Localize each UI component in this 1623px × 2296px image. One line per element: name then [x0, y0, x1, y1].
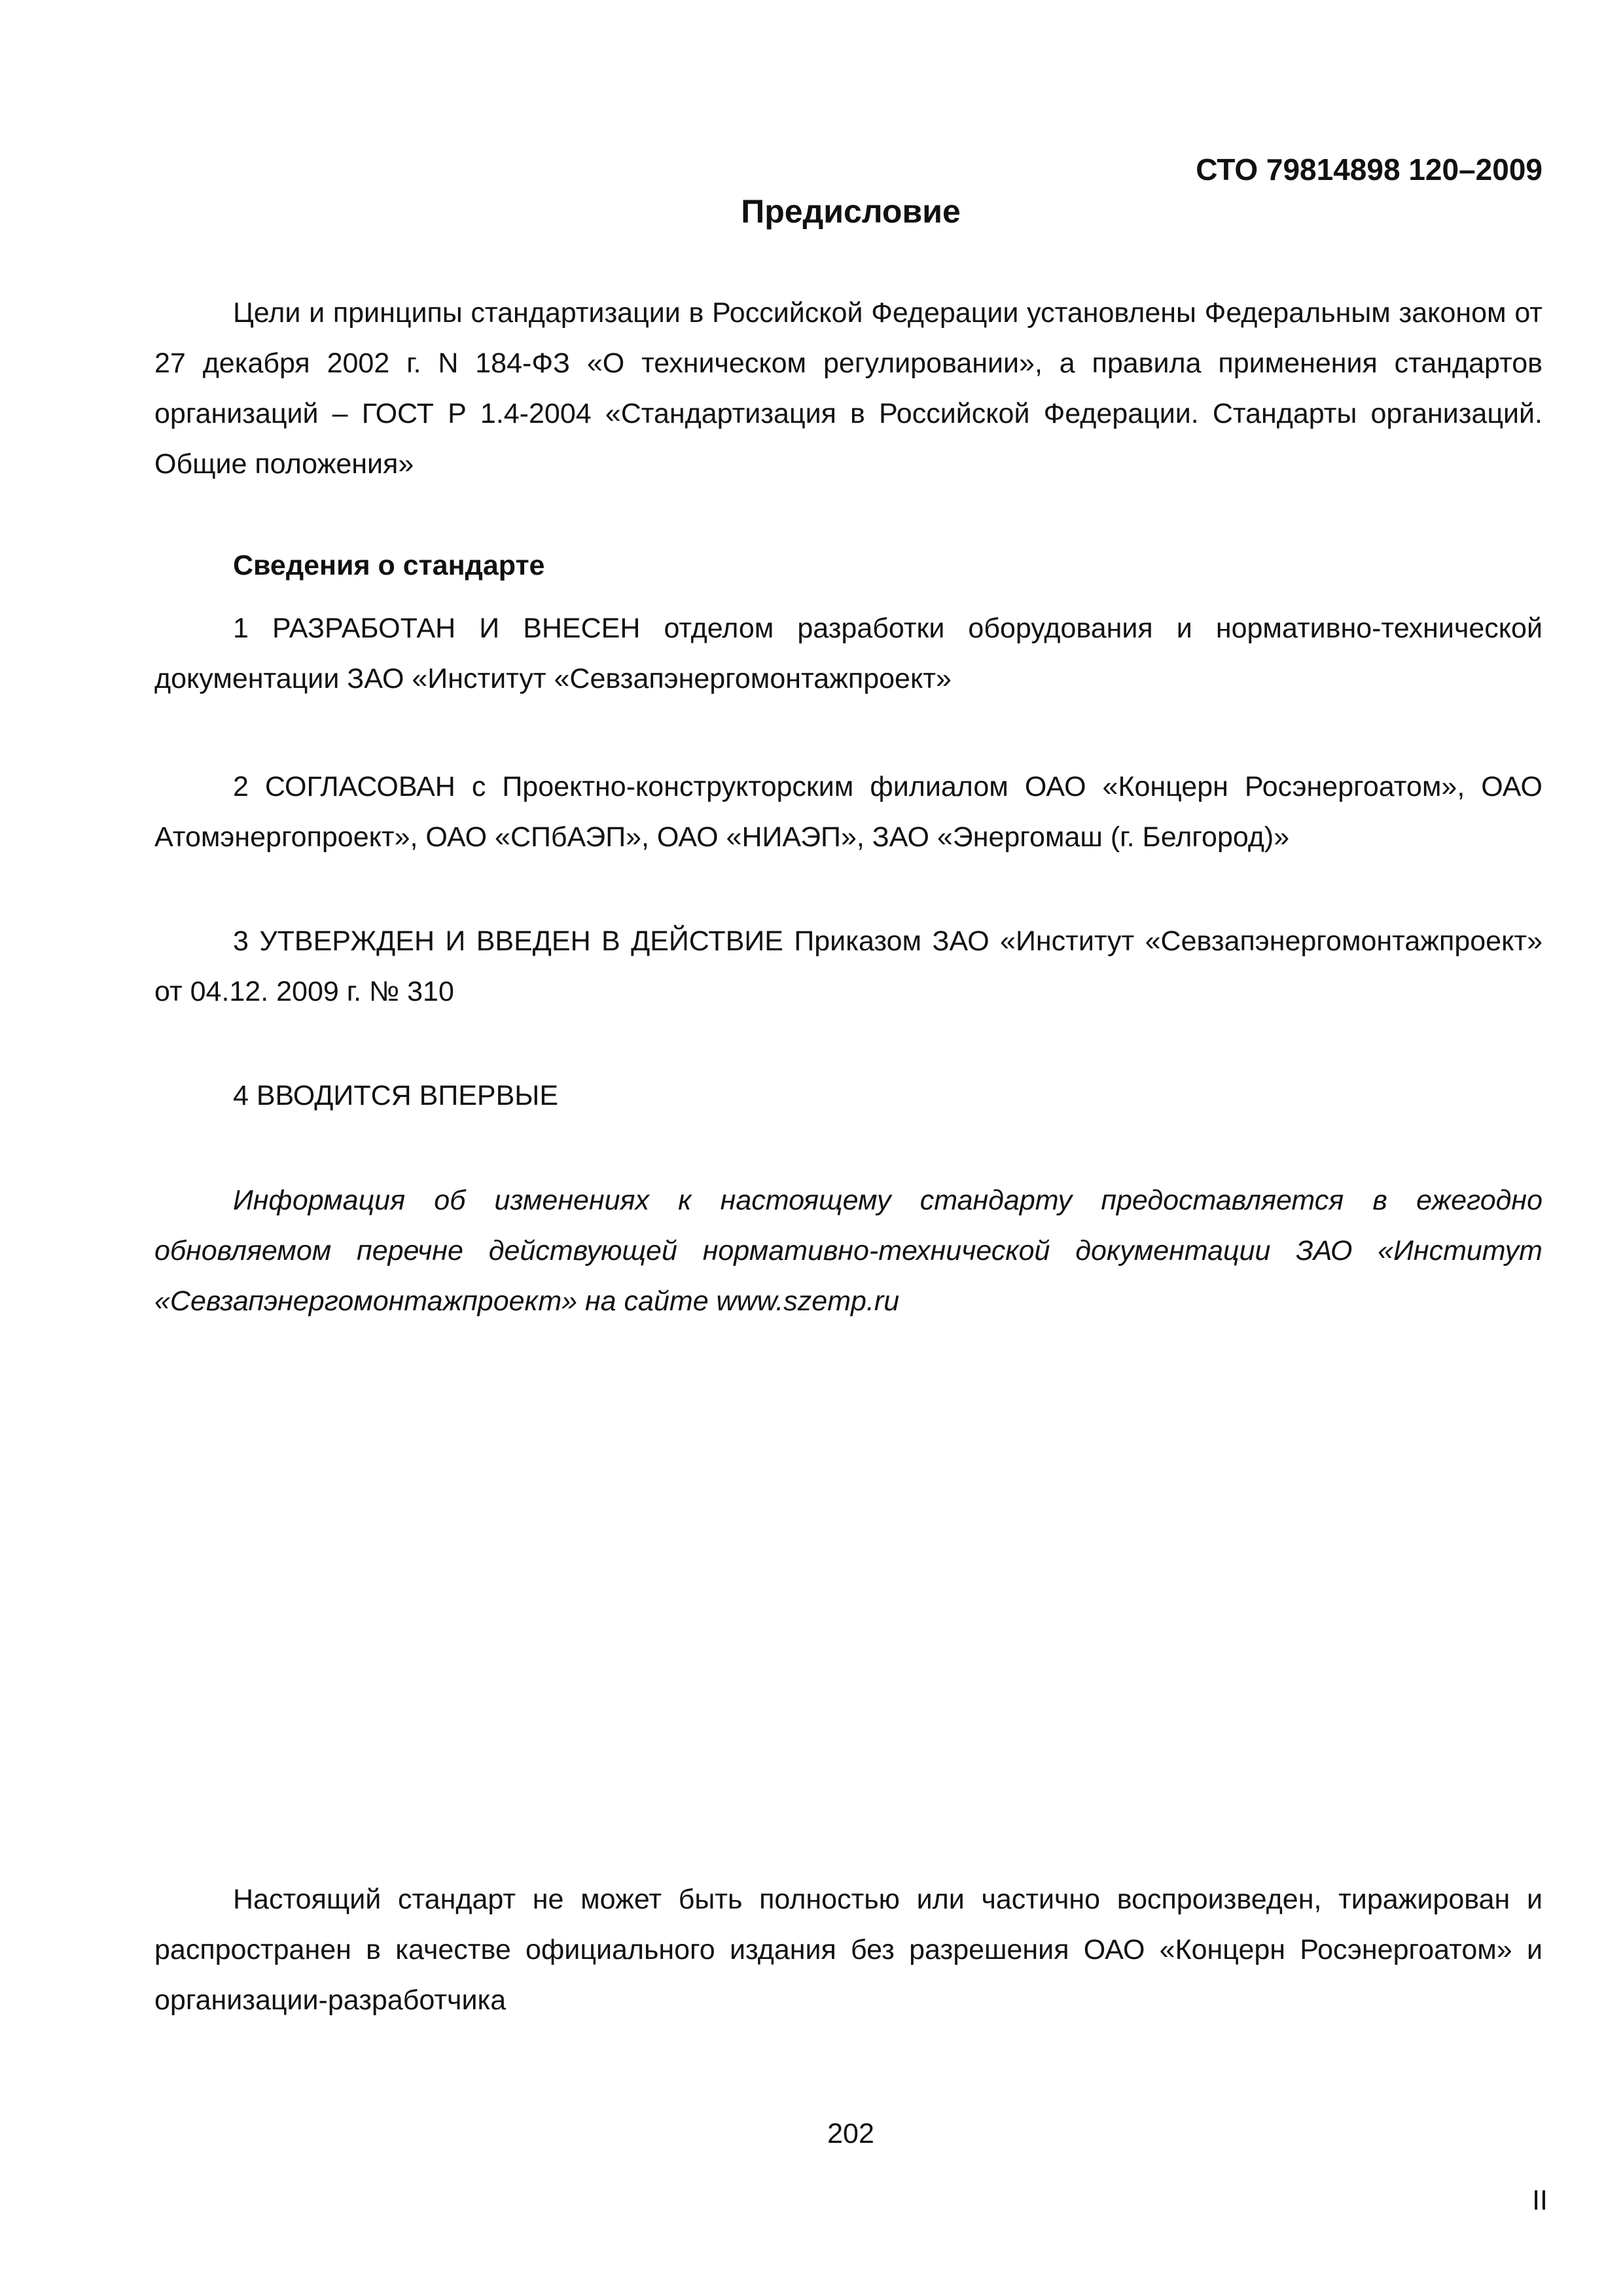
document-code: СТО 79814898 120–2009 [1196, 152, 1543, 187]
info-note: Информация об изменениях к настоящему стандарту предоставляется в ежегодно обновляемом перечне действующей нормативно-технической документации ЗАО «Институт «Севзапэнергомонтажпроект» на сайте www.szemp.ru [154, 1185, 1543, 1317]
page-number: 202 [827, 2118, 874, 2149]
item-developed: 1 РАЗРАБОТАН И ВНЕСЕН отделом разработки оборудования и нормативно-технической документации ЗАО «Институт «Севзапэнергомонтажпроект» [154, 613, 1543, 694]
item-approved: 3 УТВЕРЖДЕН И ВВЕДЕН В ДЕЙСТВИЕ Приказом ЗАО «Институт «Севзапэнергомонтажпроект» от 04.12. 2009 г. № 310 [154, 925, 1543, 1007]
roman-page-number: II [1532, 2185, 1548, 2216]
copyright-note: Настоящий стандарт не может быть полностью или частично воспроизведен, тиражирован и распространен в качестве официального издания без разрешения ОАО «Концерн Росэнергоатом» и организации-разработчика [154, 1884, 1543, 2016]
section-heading: Сведения о стандарте [233, 550, 545, 581]
page-title: Предисловие [741, 193, 961, 230]
intro-paragraph: Цели и принципы стандартизации в Российской Федерации установлены Федеральным законом от 27 декабря 2002 г. N 184-ФЗ «О техническом регулировании», а правила применения стандартов организаций – ГОСТ Р 1.4-2004 «Стандартизация в Российской Федерации. Стандарты организаций. Общие положения» [154, 297, 1543, 480]
item-agreed: 2 СОГЛАСОВАН с Проектно-конструкторским филиалом ОАО «Концерн Росэнергоатом», ОАО Атомэнергопроект», ОАО «СПбАЭП», ОАО «НИАЭП», ЗАО «Энергомаш (г. Белгород)» [154, 771, 1543, 853]
item-first-introduced: 4 ВВОДИТСЯ ВПЕРВЫЕ [233, 1080, 559, 1111]
